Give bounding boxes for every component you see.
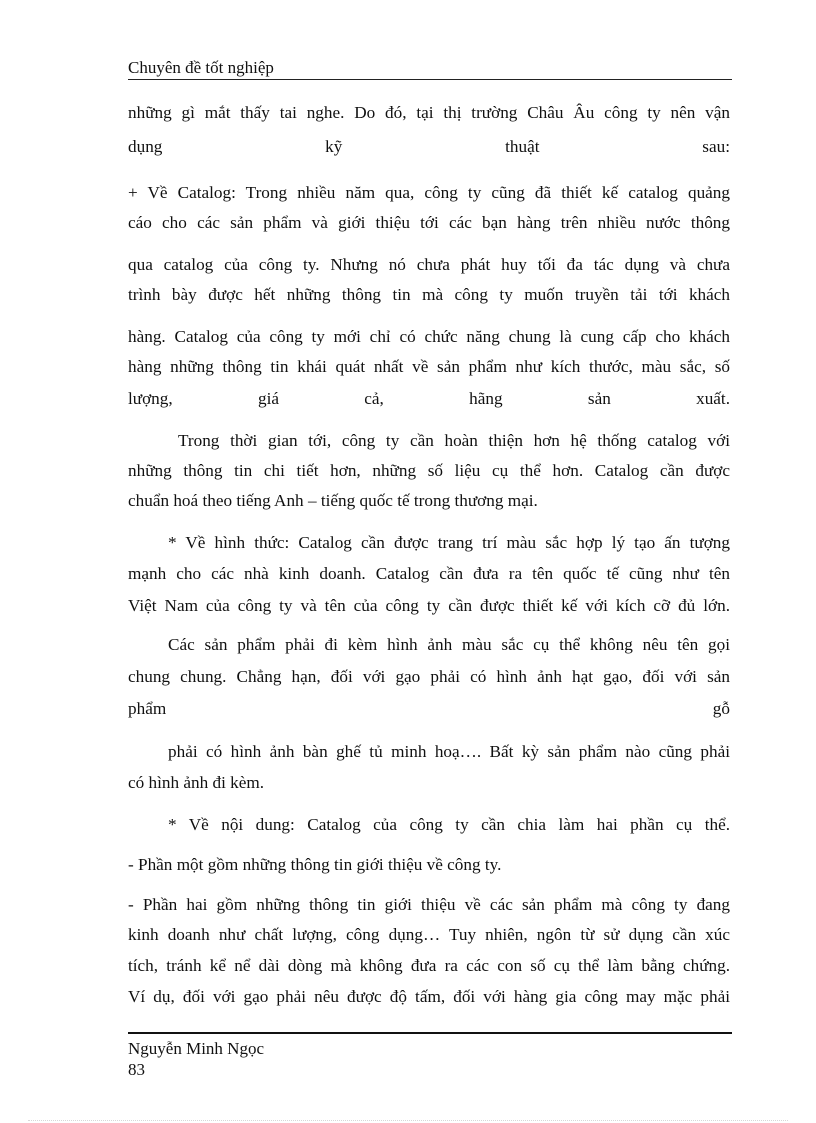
text-line: - Phần một gồm những thông tin giới thiệu về công ty. [128,855,502,874]
text-line: Việt Nam của công ty và tên của công ty cần được thiết kế với kích cỡ đủ lớn. [128,596,730,615]
text-line: tích, tránh kể nể dài dòng mà không đưa ra các con số cụ thể làm bằng chứng. [128,956,730,975]
text-line: có hình ảnh đi kèm. [128,773,265,792]
text-line: mạnh cho các nhà kinh doanh. Catalog cần đưa ra tên quốc tế cũng như tên [128,564,730,583]
header-title: Chuyên đề tốt nghiệp [128,58,274,77]
text-line: chung chung. Chẳng hạn, đối với gạo phải có hình ảnh hạt gạo, đối với sản [128,667,730,686]
text-line: + Về Catalog: Trong nhiều năm qua, công ty cũng đã thiết kế catalog quảng [128,183,730,202]
footer-divider [128,1032,732,1034]
text-line: Các sản phẩm phải đi kèm hình ảnh màu sắc cụ thể không nêu tên gọi [168,635,730,654]
header-divider [128,79,732,80]
text-line: những gì mắt thấy tai nghe. Do đó, tại thị trường Châu Âu công ty nên vận [128,103,730,122]
text-line: dụng kỹ thuật sau: [128,137,730,156]
text-line: Ví dụ, đối với gạo phải nêu được độ tấm, đối với hàng gia công may mặc phải [128,987,730,1006]
text-line: những thông tin chi tiết hơn, những số liệu cụ thể hơn. Catalog cần được [128,461,730,480]
text-line: lượng, giá cả, hãng sản xuất. [128,389,730,408]
text-line: chuẩn hoá theo tiếng Anh – tiếng quốc tế trong thương mại. [128,491,538,510]
footer-author: Nguyễn Minh Ngọc [128,1039,264,1058]
text-line: * Về hình thức: Catalog cần được trang trí màu sắc hợp lý tạo ấn tượng [168,533,730,552]
text-line: phải có hình ảnh bàn ghế tủ minh hoạ…. Bất kỳ sản phẩm nào cũng phải [168,742,730,761]
text-line: kinh doanh như chất lượng, công dụng… Tuy nhiên, ngôn từ sử dụng cần xúc [128,925,730,944]
text-line: Trong thời gian tới, công ty cần hoàn thiện hơn hệ thống catalog với [178,431,730,450]
page-bottom-border [28,1120,788,1121]
text-line: cáo cho các sản phẩm và giới thiệu tới các bạn hàng trên nhiều nước thông [128,213,730,232]
text-line: * Về nội dung: Catalog của công ty cần chia làm hai phần cụ thể. [168,815,730,834]
text-line: - Phần hai gồm những thông tin giới thiệu về các sản phẩm mà công ty đang [128,895,730,914]
text-line: hàng những thông tin khái quát nhất về sản phẩm như kích thước, màu sắc, số [128,357,730,376]
text-line: trình bày được hết những thông tin mà công ty muốn truyền tải tới khách [128,285,730,304]
text-line: hàng. Catalog của công ty mới chỉ có chức năng chung là cung cấp cho khách [128,327,730,346]
text-line: qua catalog của công ty. Nhưng nó chưa phát huy tối đa tác dụng và chưa [128,255,730,274]
text-line: phẩm gỗ [128,699,730,718]
footer-page-number: 83 [128,1060,145,1079]
